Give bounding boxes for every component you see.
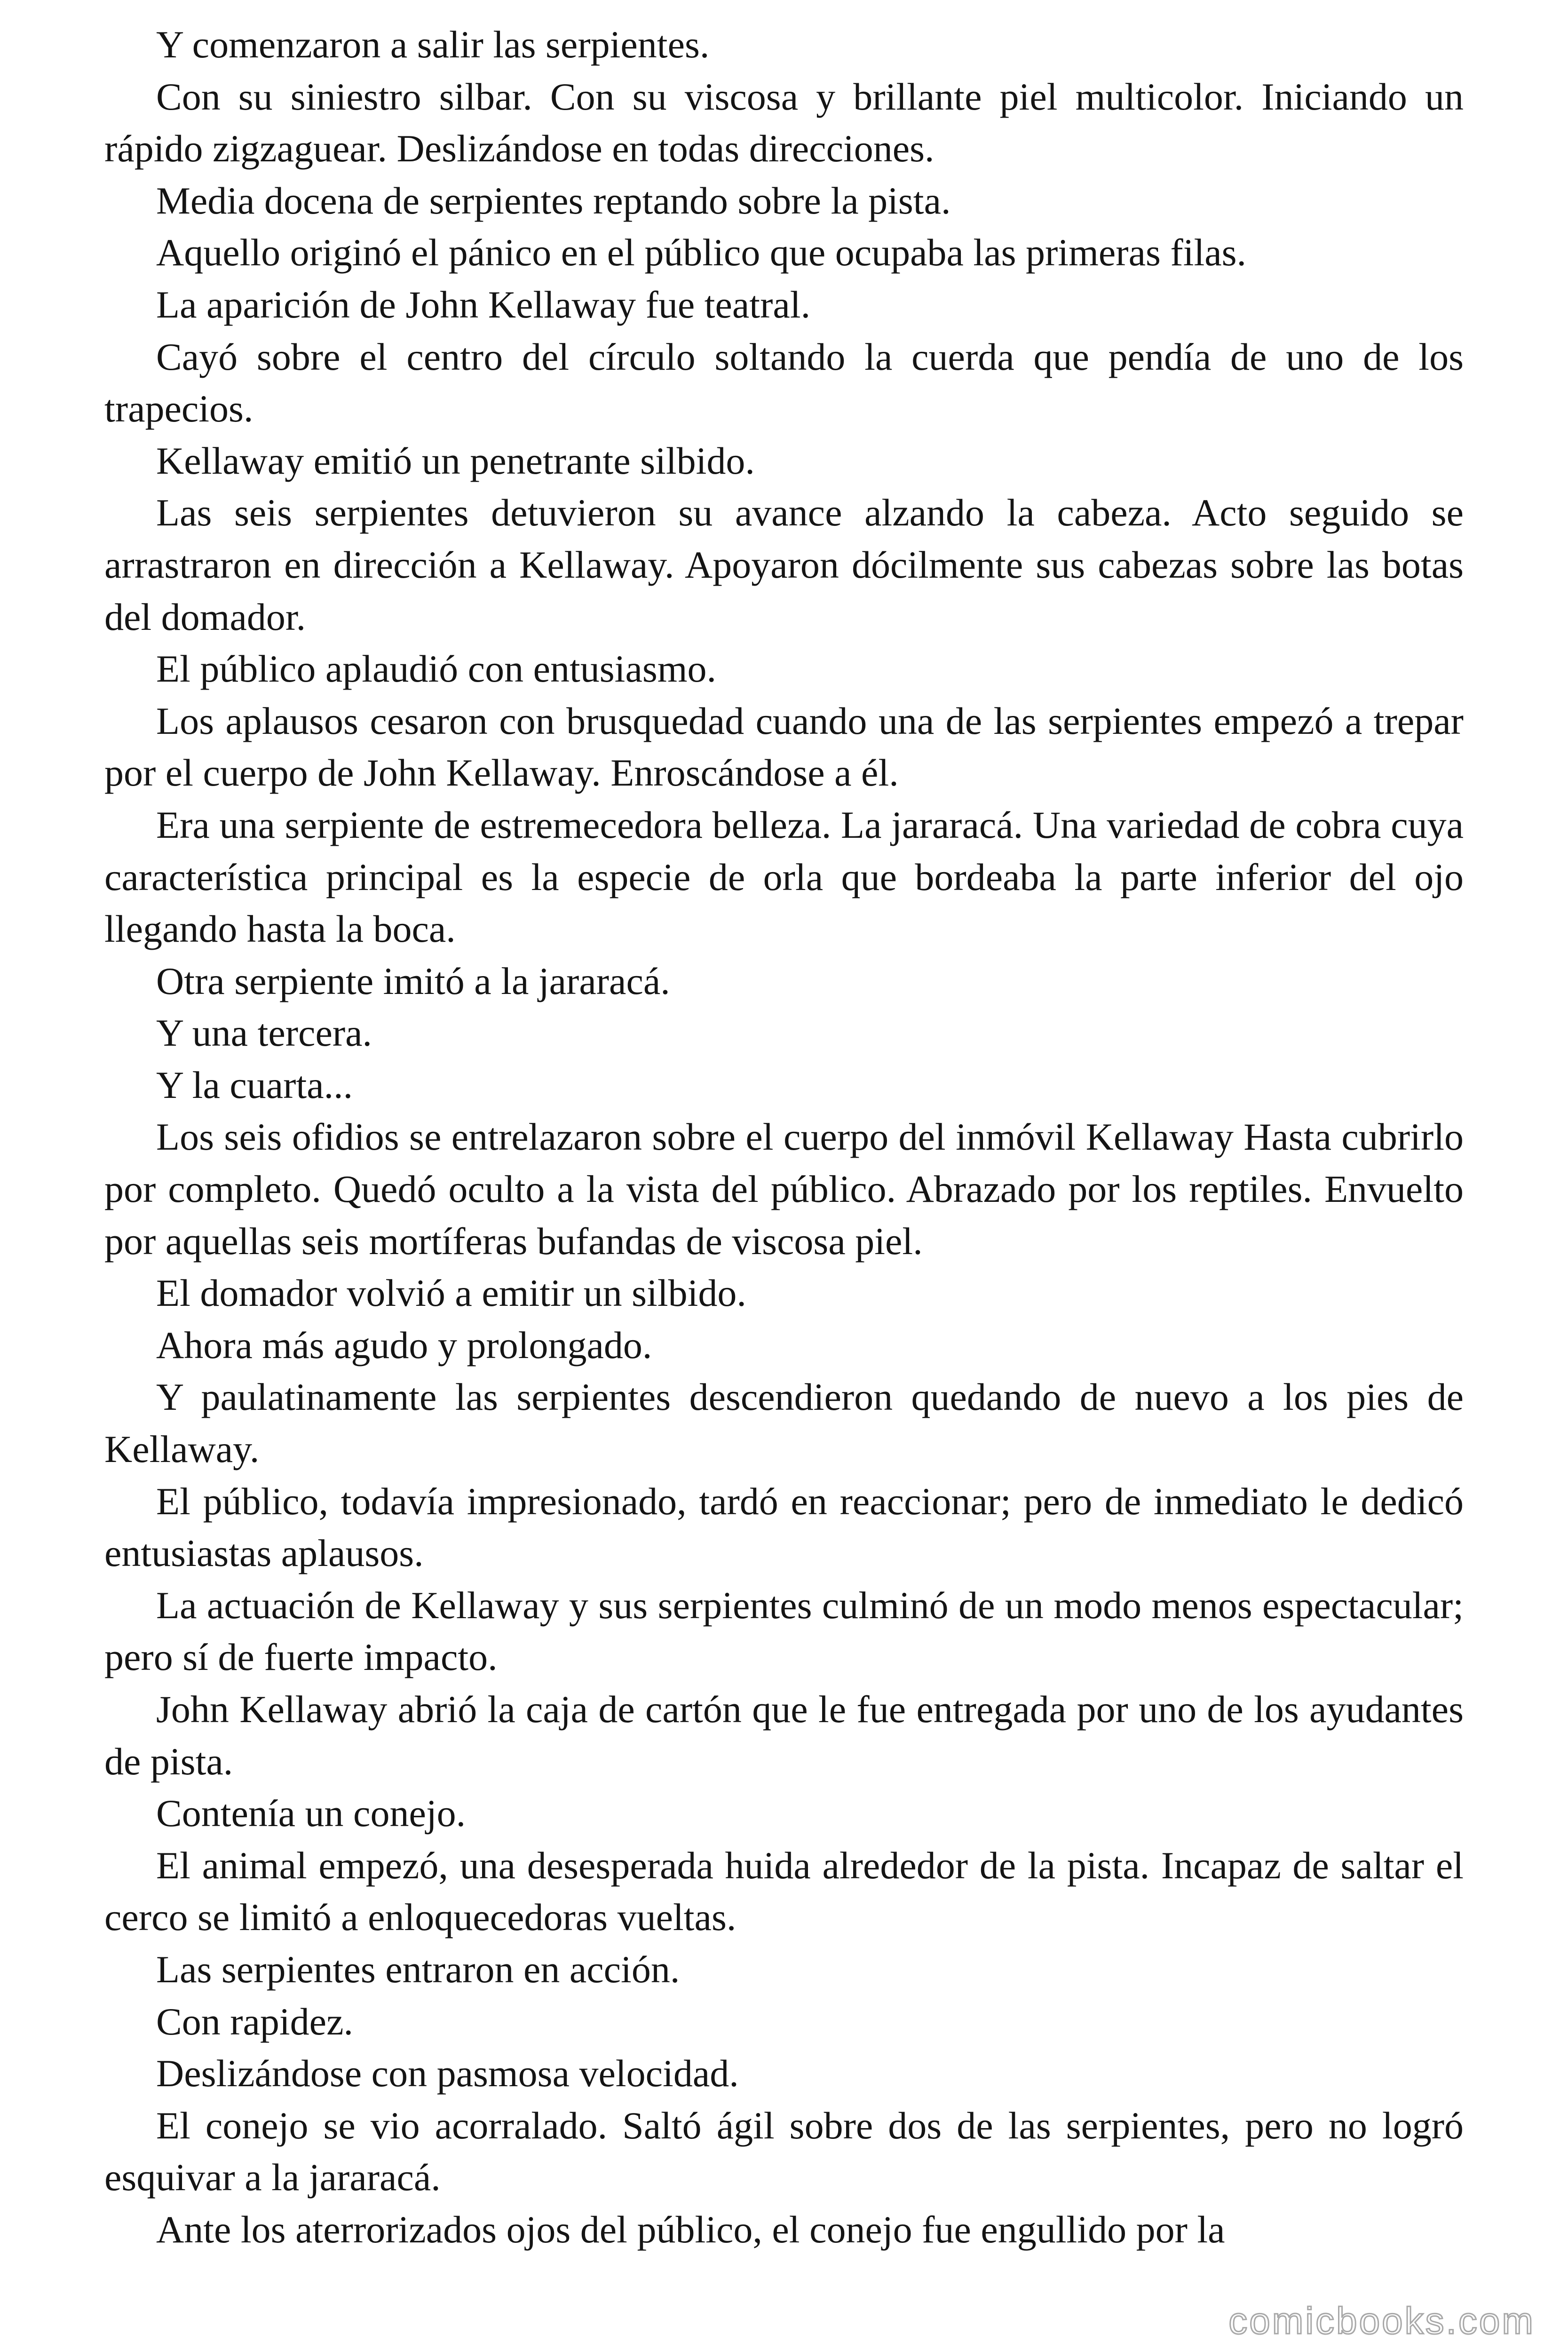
- paragraph-21: John Kellaway abrió la caja de cartón que le fue entregada por uno de los ayudantes de pista.: [104, 1688, 1464, 1783]
- paragraph-9: El público aplaudió con entusiasmo.: [156, 647, 717, 691]
- paragraph-3: Media docena de serpientes reptando sobre la pista.: [156, 179, 951, 222]
- paragraph-18: Y paulatinamente las serpientes descendieron quedando de nuevo a los pies de Kellaway.: [104, 1375, 1464, 1471]
- paragraph-24: Las serpientes entraron en acción.: [156, 1947, 680, 1991]
- body-text: [104, 19, 1464, 2256]
- paragraph-4: Aquello originó el pánico en el público que ocupaba las primeras filas.: [156, 231, 1247, 274]
- paragraph-8: Las seis serpientes detuvieron su avance alzando la cabeza. Acto seguido se arrastraron en dirección a Kellaway. Apoyaron dócilmente sus cabezas sobre las botas del domador.: [104, 491, 1464, 638]
- paragraph-7: Kellaway emitió un penetrante silbido.: [156, 439, 755, 482]
- paragraph-26: Deslizándose con pasmosa velocidad.: [156, 2052, 739, 2095]
- paragraph-5: La aparición de John Kellaway fue teatral.: [156, 283, 811, 326]
- paragraph-22: Contenía un conejo.: [156, 1792, 466, 1835]
- paragraph-27: El conejo se vio acorralado. Saltó ágil sobre dos de las serpientes, pero no logró esquivar a la jararacá.: [104, 2104, 1464, 2199]
- watermark: comicbooks.com: [1228, 2300, 1535, 2342]
- paragraph-10: Los aplausos cesaron con brusquedad cuando una de las serpientes empezó a trepar por el cuerpo de John Kellaway. Enroscándose a él.: [104, 699, 1464, 795]
- paragraph-12: Otra serpiente imitó a la jararacá.: [156, 959, 670, 1002]
- paragraph-14: Y la cuarta...: [156, 1063, 353, 1106]
- paragraph-23: El animal empezó, una desesperada huida alrededor de la pista. Incapaz de saltar el cerco se limitó a enloquecedoras vueltas.: [104, 1843, 1464, 1939]
- paragraph-25: Con rapidez.: [156, 2000, 353, 2043]
- paragraph-11: Era una serpiente de estremecedora belleza. La jararacá. Una variedad de cobra cuya característica principal es la especie de orla que bordeaba la parte inferior del ojo llegando hasta la boca.: [104, 803, 1464, 951]
- paragraph-16: El domador volvió a emitir un silbido.: [156, 1271, 746, 1315]
- paragraph-20: La actuación de Kellaway y sus serpientes culminó de un modo menos espectacular; pero sí de fuerte impacto.: [104, 1583, 1464, 1679]
- paragraph-6: Cayó sobre el centro del círculo soltando la cuerda que pendía de uno de los trapecios.: [104, 335, 1464, 430]
- paragraph-1: Y comenzaron a salir las serpientes.: [156, 23, 710, 66]
- paragraph-13: Y una tercera.: [156, 1011, 372, 1055]
- paragraph-28: Ante los aterrorizados ojos del público, el conejo fue engullido por la: [156, 2208, 1225, 2251]
- paragraph-2: Con su siniestro silbar. Con su viscosa y brillante piel multicolor. Iniciando un rápido zigzaguear. Deslizándose en todas direcciones.: [104, 75, 1464, 170]
- paragraph-19: El público, todavía impresionado, tardó en reaccionar; pero de inmediato le dedicó entusiastas aplausos.: [104, 1479, 1464, 1575]
- paragraph-15: Los seis ofidios se entrelazaron sobre el cuerpo del inmóvil Kellaway Hasta cubrirlo por completo. Quedó oculto a la vista del público. Abrazado por los reptiles. Envuelto por aquellas seis mortíferas bufandas de viscosa piel.: [104, 1115, 1464, 1263]
- paragraph-17: Ahora más agudo y prolongado.: [156, 1323, 652, 1367]
